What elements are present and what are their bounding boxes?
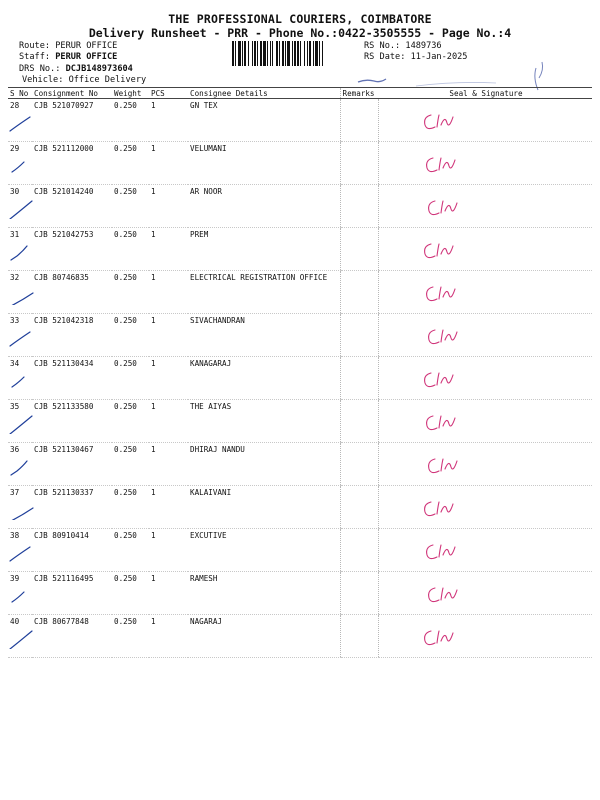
signature-mark [421, 494, 465, 520]
cell-sno-text: 28 [10, 101, 20, 110]
cell-sno [8, 185, 32, 228]
table-row [8, 357, 592, 400]
cell-sno-text: 39 [10, 574, 20, 583]
cell-remarks [340, 400, 378, 443]
cell-pcs-text: 1 [151, 101, 156, 110]
cell-consignment-text: CJB 521116495 [34, 574, 94, 583]
cell-pcs [149, 228, 188, 271]
cell-weight [112, 572, 149, 615]
table-row [8, 529, 592, 572]
cell-pcs-text: 1 [151, 488, 156, 497]
cell-consignment [32, 400, 112, 443]
pen-tick-mark [8, 111, 34, 133]
cell-consignment-text: CJB 80746835 [34, 273, 89, 282]
cell-pcs-text: 1 [151, 187, 156, 196]
signature-mark [423, 150, 467, 176]
cell-sno-text: 36 [10, 445, 20, 454]
cell-consignment [32, 99, 112, 142]
cell-weight [112, 400, 149, 443]
cell-pcs [149, 142, 188, 185]
table-row [8, 572, 592, 615]
cell-seal-signature [378, 572, 592, 615]
cell-sno [8, 529, 32, 572]
cell-pcs-text: 1 [151, 230, 156, 239]
signature-mark [421, 365, 465, 391]
cell-sno [8, 142, 32, 185]
cell-consignment-text: CJB 521014240 [34, 187, 94, 196]
signature-mark [421, 107, 465, 133]
cell-remarks [340, 314, 378, 357]
cell-remarks [340, 443, 378, 486]
cell-consignee-text: KANAGARAJ [190, 359, 232, 368]
col-consignment: Consignment No [32, 88, 112, 99]
cell-weight-text: 0.250 [114, 187, 137, 196]
cell-pcs [149, 443, 188, 486]
pen-tick-mark [8, 197, 34, 219]
rs-date: RS Date: 11-Jan-2025 [364, 52, 468, 62]
vehicle-info: Vehicle: Office Delivery [22, 75, 147, 85]
cell-consignee [188, 142, 340, 185]
cell-seal-signature [378, 443, 592, 486]
cell-pcs [149, 400, 188, 443]
cell-consignee-text: KALAIVANI [190, 488, 232, 497]
table-row [8, 142, 592, 185]
cell-consignment [32, 314, 112, 357]
table-row [8, 228, 592, 271]
cell-consignment [32, 357, 112, 400]
pen-tick-mark [8, 369, 34, 391]
cell-consignment-text: CJB 521133580 [34, 402, 94, 411]
cell-weight [112, 142, 149, 185]
signature-mark [425, 322, 469, 348]
col-seal-signature: Seal & Signature [378, 88, 592, 99]
cell-consignee-text: PREM [190, 230, 209, 239]
cell-consignment-text: CJB 521112000 [34, 144, 94, 153]
cell-consignee [188, 443, 340, 486]
cell-weight-text: 0.250 [114, 144, 137, 153]
cell-consignee [188, 357, 340, 400]
cell-consignee [188, 400, 340, 443]
col-weight: Weight [112, 88, 149, 99]
cell-consignment [32, 228, 112, 271]
cell-weight [112, 99, 149, 142]
cell-seal-signature [378, 99, 592, 142]
cell-sno-text: 29 [10, 144, 20, 153]
drs-value: DCJB148973604 [65, 64, 133, 74]
cell-pcs [149, 185, 188, 228]
cell-consignment-text: CJB 80677848 [34, 617, 89, 626]
cell-weight [112, 271, 149, 314]
cell-remarks [340, 228, 378, 271]
cell-consignee [188, 529, 340, 572]
cell-weight [112, 529, 149, 572]
cell-remarks [340, 142, 378, 185]
cell-weight [112, 185, 149, 228]
cell-consignment [32, 529, 112, 572]
cell-pcs [149, 357, 188, 400]
cell-consignee [188, 185, 340, 228]
cell-seal-signature [378, 142, 592, 185]
cell-weight [112, 615, 149, 658]
cell-consignment [32, 572, 112, 615]
cell-sno [8, 357, 32, 400]
cell-sno [8, 572, 32, 615]
cell-consignment [32, 486, 112, 529]
cell-consignee-text: SIVACHANDRAN [190, 316, 245, 325]
cell-sno-text: 31 [10, 230, 20, 239]
cell-sno-text: 37 [10, 488, 20, 497]
pen-tick-mark [8, 283, 34, 305]
pen-tick-mark [8, 455, 34, 477]
cell-pcs-text: 1 [151, 359, 156, 368]
cell-consignee [188, 486, 340, 529]
cell-weight-text: 0.250 [114, 273, 137, 282]
signature-mark [423, 279, 467, 305]
cell-pcs-text: 1 [151, 316, 156, 325]
cell-pcs-text: 1 [151, 574, 156, 583]
cell-sno-text: 34 [10, 359, 20, 368]
cell-pcs [149, 572, 188, 615]
cell-consignment-text: CJB 521070927 [34, 101, 94, 110]
cell-seal-signature [378, 185, 592, 228]
cell-pcs [149, 486, 188, 529]
cell-sno-text: 32 [10, 273, 20, 282]
cell-sno-text: 35 [10, 402, 20, 411]
cell-consignee-text: ELECTRICAL REGISTRATION OFFICE [190, 273, 328, 282]
cell-seal-signature [378, 228, 592, 271]
cell-consignment-text: CJB 521042753 [34, 230, 94, 239]
cell-consignment-text: CJB 80910414 [34, 531, 89, 540]
cell-pcs-text: 1 [151, 531, 156, 540]
cell-sno [8, 443, 32, 486]
pen-tick-mark [8, 627, 34, 649]
cell-remarks [340, 529, 378, 572]
cell-pcs-text: 1 [151, 144, 156, 153]
cell-consignee-text: THE AIYAS [190, 402, 232, 411]
cell-consignee [188, 271, 340, 314]
cell-pcs-text: 1 [151, 273, 156, 282]
runsheet-title: Delivery Runsheet - PRR - Phone No.:0422-3505555 - Page No.:4 [88, 26, 512, 40]
cell-consignee-text: GN TEX [190, 101, 218, 110]
cell-sno-text: 30 [10, 187, 20, 196]
pen-tick-mark [8, 154, 34, 176]
staff-value: PERUR OFFICE [55, 52, 118, 62]
table-row [8, 271, 592, 314]
cell-pcs-text: 1 [151, 445, 156, 454]
cell-remarks [340, 615, 378, 658]
cell-sno [8, 271, 32, 314]
cell-remarks [340, 271, 378, 314]
cell-weight [112, 486, 149, 529]
cell-consignment [32, 185, 112, 228]
signature-mark [425, 451, 469, 477]
signature-mark [421, 236, 465, 262]
pen-tick-mark [8, 240, 34, 262]
cell-weight-text: 0.250 [114, 359, 137, 368]
table-row [8, 314, 592, 357]
col-consignee: Consignee Details [188, 88, 340, 99]
cell-weight [112, 443, 149, 486]
cell-sno [8, 99, 32, 142]
cell-consignee-text: AR NOOR [190, 187, 223, 196]
cell-sno [8, 228, 32, 271]
cell-seal-signature [378, 529, 592, 572]
company-title: THE PROFESSIONAL COURIERS, COIMBATORE [168, 12, 432, 26]
cell-consignee [188, 228, 340, 271]
cell-consignee-text: VELUMANI [190, 144, 227, 153]
cell-weight-text: 0.250 [114, 617, 137, 626]
cell-weight [112, 314, 149, 357]
cell-seal-signature [378, 271, 592, 314]
cell-seal-signature [378, 400, 592, 443]
cell-seal-signature [378, 314, 592, 357]
cell-consignee [188, 99, 340, 142]
col-remarks: Remarks [340, 88, 378, 99]
pen-tick-mark [8, 412, 34, 434]
cell-consignee-text: RAMESH [190, 574, 218, 583]
cell-weight-text: 0.250 [114, 574, 137, 583]
cell-sno-text: 38 [10, 531, 20, 540]
col-pcs: PCS [149, 88, 188, 99]
cell-consignment [32, 271, 112, 314]
cell-consignee-text: DHIRAJ NANDU [190, 445, 245, 454]
cell-consignee-text: EXCUTIVE [190, 531, 227, 540]
rs-number: RS No.: 1489736 [364, 41, 442, 51]
table-row [8, 443, 592, 486]
signature-mark [423, 408, 467, 434]
cell-consignment-text: CJB 521042318 [34, 316, 94, 325]
barcode-graphic [232, 41, 356, 66]
cell-sno [8, 486, 32, 529]
pen-tick-mark [8, 498, 34, 520]
cell-sno-text: 40 [10, 617, 20, 626]
cell-sno [8, 314, 32, 357]
cell-weight-text: 0.250 [114, 488, 137, 497]
staff-info [19, 52, 117, 62]
cell-sno [8, 615, 32, 658]
cell-consignment [32, 142, 112, 185]
cell-consignee-text: NAGARAJ [190, 617, 223, 626]
cell-remarks [340, 357, 378, 400]
drs-info [19, 64, 133, 74]
cell-weight-text: 0.250 [114, 101, 137, 110]
table-row [8, 400, 592, 443]
cell-pcs [149, 271, 188, 314]
cell-weight-text: 0.250 [114, 316, 137, 325]
cell-pcs-text: 1 [151, 402, 156, 411]
cell-consignment-text: CJB 521130337 [34, 488, 94, 497]
cell-consignment [32, 615, 112, 658]
cell-consignee [188, 615, 340, 658]
cell-pcs [149, 529, 188, 572]
cell-seal-signature [378, 615, 592, 658]
cell-consignment [32, 443, 112, 486]
cell-consignment-text: CJB 521130434 [34, 359, 94, 368]
cell-remarks [340, 185, 378, 228]
cell-remarks [340, 572, 378, 615]
cell-remarks [340, 99, 378, 142]
pen-tick-mark [8, 326, 34, 348]
col-sno: S No [8, 88, 32, 99]
cell-seal-signature [378, 486, 592, 529]
cell-pcs-text: 1 [151, 617, 156, 626]
signature-mark [423, 537, 467, 563]
runsheet-table [8, 87, 592, 658]
pen-tick-mark [8, 541, 34, 563]
table-row [8, 99, 592, 142]
cell-consignee [188, 572, 340, 615]
cell-sno-text: 33 [10, 316, 20, 325]
cell-consignment-text: CJB 521130467 [34, 445, 94, 454]
pen-tick-mark [8, 584, 34, 606]
cell-remarks [340, 486, 378, 529]
table-header [8, 88, 592, 99]
cell-weight-text: 0.250 [114, 402, 137, 411]
cell-weight-text: 0.250 [114, 531, 137, 540]
table-row [8, 185, 592, 228]
cell-weight-text: 0.250 [114, 445, 137, 454]
cell-weight-text: 0.250 [114, 230, 137, 239]
table-row [8, 486, 592, 529]
cell-seal-signature [378, 357, 592, 400]
signature-mark [421, 623, 465, 649]
table-row [8, 615, 592, 658]
route-info: Route: PERUR OFFICE [19, 41, 118, 51]
cell-consignee [188, 314, 340, 357]
drs-label: DRS No.: [19, 64, 66, 74]
signature-mark [425, 580, 469, 606]
cell-sno [8, 400, 32, 443]
cell-pcs [149, 615, 188, 658]
cell-weight [112, 357, 149, 400]
cell-pcs [149, 314, 188, 357]
signature-mark [425, 193, 469, 219]
cell-weight [112, 228, 149, 271]
staff-label: Staff: [19, 52, 56, 62]
cell-pcs [149, 99, 188, 142]
